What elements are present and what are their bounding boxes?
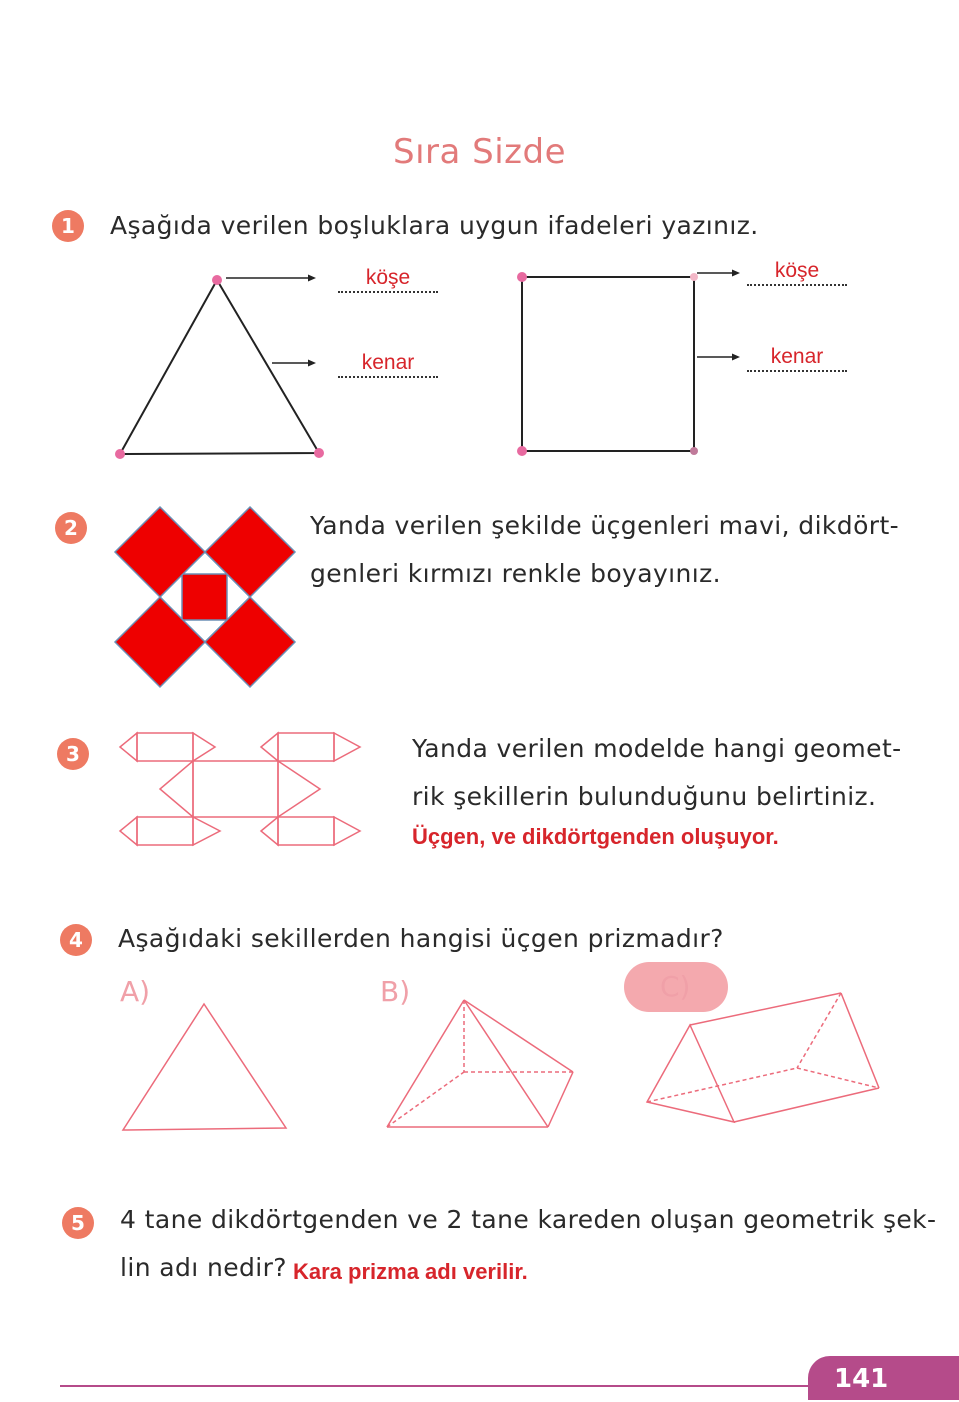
question-1-badge: 1	[52, 210, 84, 242]
option-b-label[interactable]: B)	[380, 975, 411, 1008]
footer-divider	[60, 1385, 820, 1387]
triangle-vertex-answer: köşe	[365, 266, 411, 289]
question-3-text-line1: Yanda verilen modelde hangi geomet-	[412, 734, 902, 763]
square-edge-answer: kenar	[770, 345, 824, 368]
question-5-answer: Kara prizma adı verilir.	[293, 1259, 528, 1284]
question-1-text: Aşağıda verilen boşluklara uygun ifadeleri yazınız.	[110, 211, 759, 240]
question-5-text-line1: 4 tane dikdörtgenden ve 2 tane kareden oluşan geometrik şek-	[120, 1205, 937, 1234]
triangle-edge-answer: kenar	[361, 351, 415, 374]
option-a-label[interactable]: A)	[120, 975, 151, 1008]
question-5-badge: 5	[62, 1207, 94, 1239]
question-4-text: Aşağıdaki sekillerden hangisi üçgen prizmadır?	[118, 924, 724, 953]
question-2-badge: 2	[55, 512, 87, 544]
page-number: 141	[808, 1356, 959, 1400]
square-vertex-answer: köşe	[774, 259, 820, 282]
question-2-text-line2: genleri kırmızı renkle boyayınız.	[310, 559, 721, 588]
option-c-label[interactable]: C)	[660, 970, 691, 1003]
question-5-text-line2: lin adı nedir?	[120, 1253, 287, 1282]
question-3-badge: 3	[57, 738, 89, 770]
question-2-text-line1: Yanda verilen şekilde üçgenleri mavi, dikdört-	[310, 511, 900, 540]
question-4-badge: 4	[60, 924, 92, 956]
question-3-answer: Üçgen, ve dikdörtgenden oluşuyor.	[412, 824, 779, 849]
page-title: Sıra Sizde	[392, 132, 567, 172]
question-3-text-line2: rik şekillerin bulunduğunu belirtiniz.	[412, 782, 877, 811]
